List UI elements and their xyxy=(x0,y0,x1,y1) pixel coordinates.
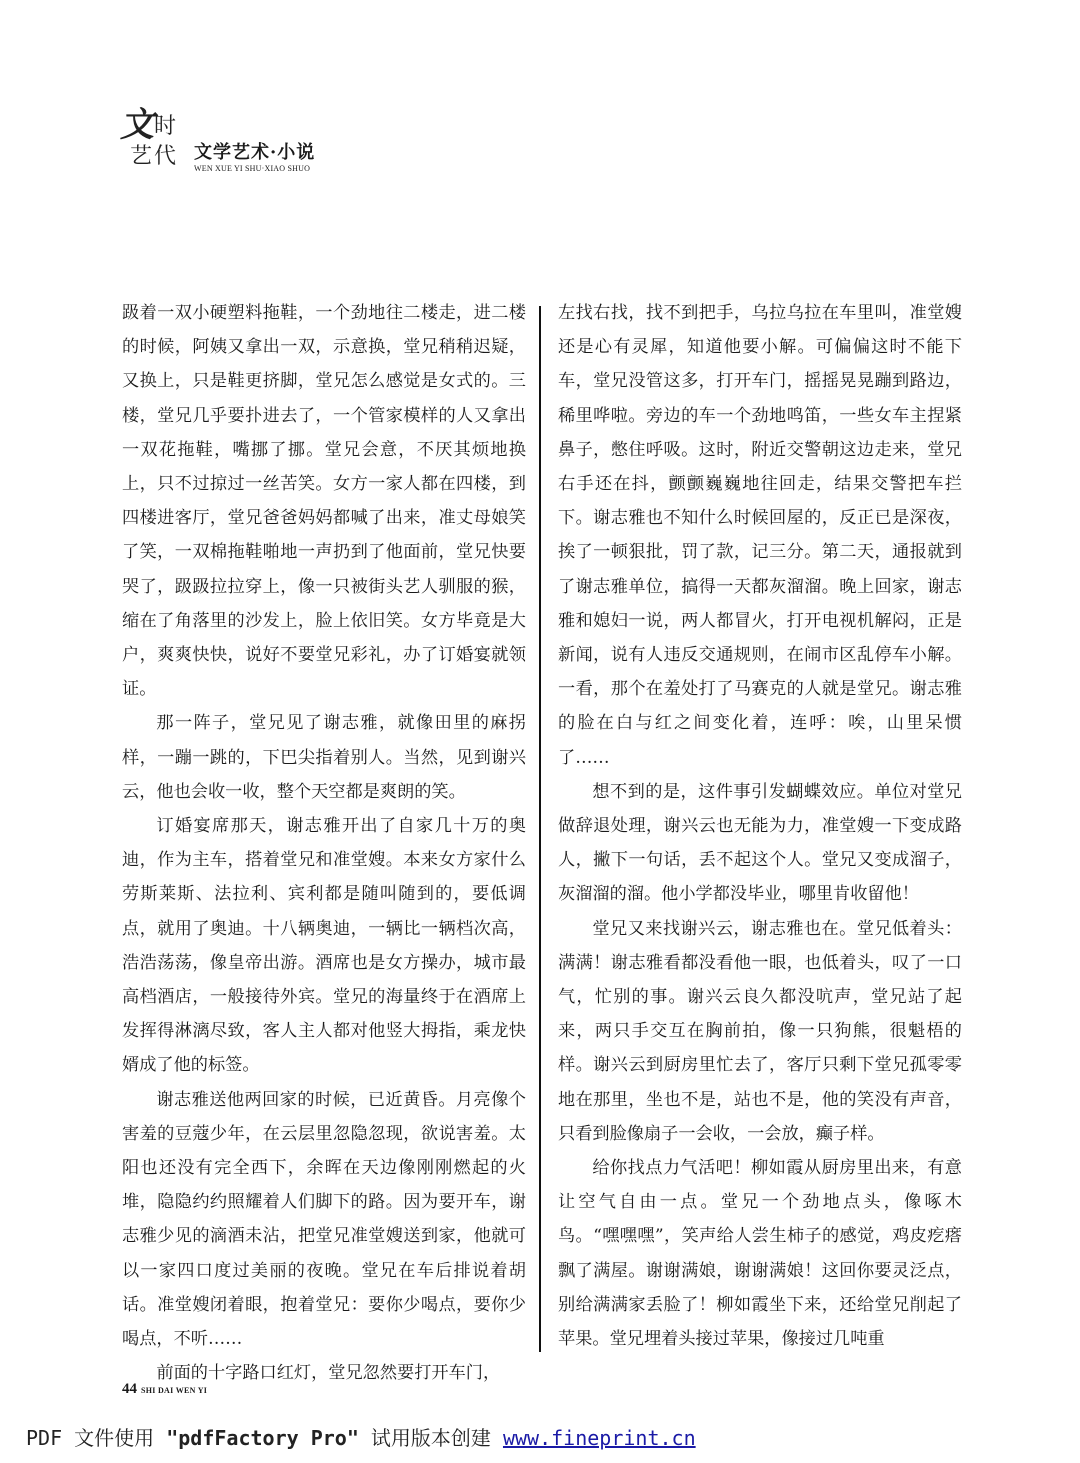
text-column-right xyxy=(558,296,962,1352)
paragraph: 那一阵子，堂兄见了谢志雅，就像田里的麻拐样，一蹦一跳的，下巴尖指着别人。当然，见到谢兴云，他也会收一收，整个天空都是爽朗的笑。 xyxy=(122,713,526,802)
logo-char-dai: 代 xyxy=(154,144,177,169)
text-column-left xyxy=(122,296,526,1384)
column-divider xyxy=(539,306,541,1352)
paragraph: 给你找点力气活吧！柳如霞从厨房里出来，有意让空气自由一点。堂兄一个劲地点头，像啄木鸟。“嘿嘿嘿”，笑声给人尝生柿子的感觉，鸡皮疙瘩飘了满屋。谢谢满娘，谢谢满娘！这回你要灵泛点，别给满满家丢脸了！柳如霞坐下来，还给堂兄削起了苹果。堂兄埋着头接过苹果，像接过几吨重 xyxy=(558,1158,962,1350)
paragraph: 前面的十字路口红灯，堂兄忽然要打开车门， xyxy=(156,1363,501,1384)
section-title: 文学艺术·小说 xyxy=(194,142,316,163)
watermark-middle: 试用版本创建 xyxy=(358,1426,503,1450)
pdf-watermark xyxy=(26,1422,696,1451)
paragraph: 谢志雅送他两回家的时候，已近黄昏。月亮像个害羞的豆蔻少年，在云层里忽隐忽现，欲说害羞。太阳也还没有完全西下，余晖在天边像刚刚燃起的火堆，隐隐约约照耀着人们脚下的路。因为要开车，谢志雅少见的滴酒未沾，把堂兄准堂嫂送到家，他就可以一家四口度过美丽的夜晚。堂兄在车后排说着胡话。准堂嫂闭着眼，抱着堂兄：要你少喝点，要你少喝点，不听…… xyxy=(122,1089,526,1350)
page-footer xyxy=(122,1380,207,1398)
paragraph: 趿着一双小硬塑料拖鞋，一个劲地往二楼走，进二楼的时候，阿姨又拿出一双，示意换，堂兄稍稍迟疑，又换上，只是鞋更挤脚，堂兄怎么感觉是女式的。三楼，堂兄几乎要扑进去了，一个管家模样的人又拿出一双花拖鞋，嘴挪了挪。堂兄会意，不厌其烦地换上，只不过掠过一丝苦笑。女方一家人都在四楼，到四楼进客厅，堂兄爸爸妈妈都喊了出来，准丈母娘笑了笑，一双棉拖鞋啪地一声扔到了他面前，堂兄快要哭了，趿趿拉拉穿上，像一只被街头艺人驯服的猴，缩在了角落里的沙发上，脸上依旧笑。女方毕竟是大户，爽爽快快，说好不要堂兄彩礼，办了订婚宴就领证。 xyxy=(122,303,526,700)
paragraph: 左找右找，找不到把手，乌拉乌拉在车里叫，准堂嫂还是心有灵犀，知道他要小解。可偏偏这时不能下车，堂兄没管这多，打开车门，摇摇晃晃蹦到路边，稀里哗啦。旁边的车一个劲地鸣笛，一些女车主捏紧鼻子，憋住呼吸。这时，附近交警朝这边走来，堂兄右手还在抖，颤颤巍巍地往回走，结果交警把车拦下。谢志雅也不知什么时候回屋的，反正已是深夜，挨了一顿狠批，罚了款，记三分。第二天，通报就到了谢志雅单位，搞得一天都灰溜溜。晚上回家，谢志雅和媳妇一说，两人都冒火，打开电视机解闷，正是新闻，说有人违反交通规则，在闹市区乱停车小解。一看，那个在羞处打了马赛克的人就是堂兄。谢志雅的脸在白与红之间变化着，连呼：唉，山里呆惯了…… xyxy=(558,303,962,768)
magazine-logo xyxy=(120,105,190,174)
magazine-name: SHI DAI WEN YI xyxy=(141,1386,208,1395)
watermark-prefix: PDF 文件使用 xyxy=(26,1426,167,1450)
page-number: 44 xyxy=(122,1381,137,1397)
magazine-header xyxy=(120,105,380,178)
paragraph: 想不到的是，这件事引发蝴蝶效应。单位对堂兄做辞退处理，谢兴云也无能为力，准堂嫂一下变成路人，撇下一句话，丢不起这个人。堂兄又变成溜子，灰溜溜的溜。他小学都没毕业，哪里肯收留他！ xyxy=(558,781,962,905)
watermark-app-name: "pdfFactory Pro" xyxy=(166,1426,359,1450)
watermark-link[interactable]: www.fineprint.cn xyxy=(502,1426,696,1450)
logo-char-wen: 文 xyxy=(120,105,154,145)
logo-char-shi: 时 xyxy=(154,114,177,139)
section-pinyin: WEN XUE YI SHU·XIAO SHUO xyxy=(194,164,311,173)
logo-char-yi: 艺 xyxy=(130,144,153,169)
paragraph: 订婚宴席那天，谢志雅开出了自家几十万的奥迪，作为主车，搭着堂兄和准堂嫂。本来女方家什么劳斯莱斯、法拉利、宾利都是随叫随到的，要低调点，就用了奥迪。十八辆奥迪，一辆比一辆档次高，浩浩荡荡，像皇帝出游。酒席也是女方操办，城市最高档酒店，一般接待外宾。堂兄的海量终于在酒席上发挥得淋漓尽致，客人主人都对他竖大拇指，乘龙快婿成了他的标签。 xyxy=(122,816,526,1076)
paragraph: 堂兄又来找谢兴云，谢志雅也在。堂兄低着头：满满！谢志雅看都没看他一眼，也低着头，叹了一口气，忙别的事。谢兴云良久都没吭声，堂兄站了起来，两只手交互在胸前拍，像一只狗熊，很魁梧的样。谢兴云到厨房里忙去了，客厅只剩下堂兄孤零零地在那里，坐也不是，站也不是，他的笑没有声音，只看到脸像扇子一会收，一会放，癫子样。 xyxy=(558,918,962,1144)
